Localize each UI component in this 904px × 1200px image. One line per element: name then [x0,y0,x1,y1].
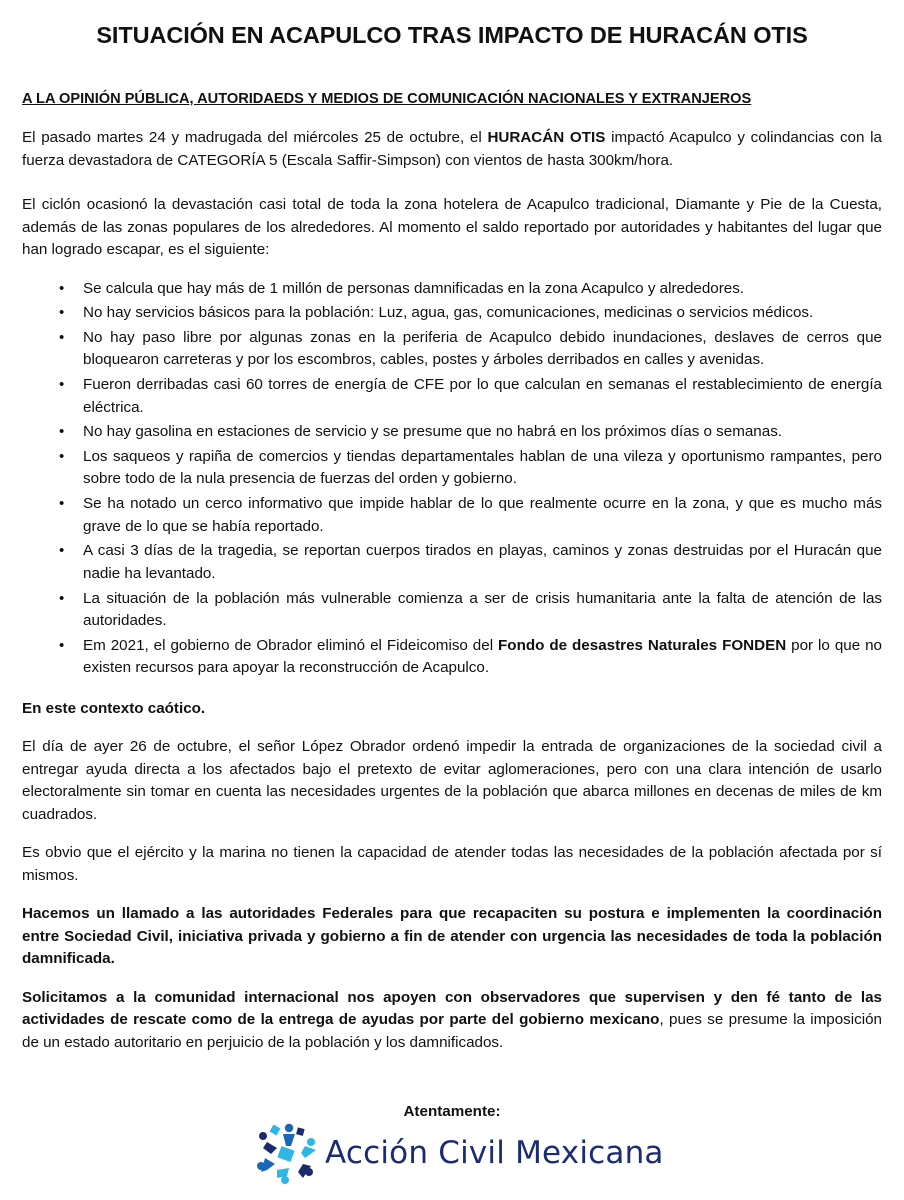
list-item: • La situación de la población más vulnerable comienza a ser de crisis humanitaria ante la falta de atención de las autoridades. [59,589,882,629]
bullet-icon: • [59,589,65,607]
bullet-icon: • [59,304,65,322]
bullet-icon: • [59,423,65,441]
list-item: • No hay servicios básicos para la población: Luz, agua, gas, comunicaciones, medicinas o servicios médicos. [22,302,882,325]
army-paragraph: Es obvio que el ejército y la marina no tienen la capacidad de atender todas las necesidades de la población afectada por sí mismos. [22,844,882,884]
organization-name: Acción Civil Mexicana [325,1135,664,1171]
organization-logo [253,1118,664,1188]
list-item: • No hay gasolina en estaciones de servicio y se presume que no habrá en los próximos días o semanas. [22,421,882,444]
context-paragraph: El día de ayer 26 de octubre, el señor López Obrador ordenó impedir la entrada de organizaciones de la sociedad civil a entregar ayuda directa a los afectados bajo el pretexto de evitar aglomeraciones, pero con una clara intención de usarlo electoralmente sin tomar en cuenta las necesidades urgentes de la población que abarca millones en decenas de miles de km cuadrados. [22,738,882,823]
context-heading: En este contexto caótico. [22,699,206,717]
page-title: SITUACIÓN EN ACAPULCO TRAS IMPACTO DE HURACÁN OTIS [96,22,808,48]
call-to-action-paragraph: Hacemos un llamado a las autoridades Federales para que recapaciten su postura e implementen la coordinación entre Sociedad Civil, iniciativa privada y gobierno a fin de atender con urgencia las necesidades de toda la población damnificada. [22,905,882,968]
bullet-icon: • [59,542,65,560]
list-item: • A casi 3 días de la tragedia, se reportan cuerpos tirados en playas, caminos y zonas destruidas por el Huracán que nadie ha levantado. [59,542,882,582]
intro-text-a: El pasado martes 24 y madrugada del miércoles 25 de octubre, el [22,129,488,146]
bullet-icon: • [59,636,65,654]
list-item: • Fueron derribadas casi 60 torres de energía de CFE por lo que calculan en semanas el restablecimiento de energía eléctrica. [59,376,882,416]
bullet-icon: • [59,376,65,394]
list-item: • Se calcula que hay más de 1 millón de personas damnificadas en la zona Acapulco y alrededores. [22,278,882,301]
addressee-heading: A LA OPINIÓN PÚBLICA, AUTORIDAEDS Y MEDIOS DE COMUNICACIÓN NACIONALES Y EXTRANJEROS [22,91,752,107]
list-item: • Em 2021, el gobierno de Obrador eliminó el Fideicomiso del Fondo de desastres Naturales FONDEN por lo que no existen recursos para apoyar la reconstrucción de Acapulco. [59,636,882,677]
closing-salutation: Atentamente: [403,1103,501,1120]
international-request-paragraph: Solicitamos a la comunidad internacional nos apoyen con observadores que supervisen y den fé tanto de las actividades de rescate como de la entrega de ayudas por parte del gobierno mexicano, pues se presume la imposición de un estado autoritario en perjuicio de la población y los damnificados. [22,988,882,1051]
list-item: • Se ha notado un cerco informativo que impide hablar de lo que realmente ocurre en la zona, y que es mucho más grave de lo que se había reportado. [59,495,882,535]
bullet-list [22,278,882,680]
summary-paragraph: El ciclón ocasionó la devastación casi total de toda la zona hotelera de Acapulco tradicional, Diamante y Pie de la Cuesta, además de las zonas populares de los alrededores. Al momento el saldo reportado por autoridades y habitantes del lugar que han logrado escapar, es el siguiente: [22,196,882,258]
intro-text-b: impactó Acapulco y colindancias con la fuerza devastadora de CATEGORÍA 5 (Escala Saffir-Simpson) con vientos de hasta 300km/hora. [22,129,882,169]
people-circle-logo-icon [253,1120,323,1186]
intro-paragraph [22,127,882,172]
list-item: • Los saqueos y rapiña de comercios y tiendas departamentales hablan de una vileza y oportunismo rampantes, pero sobre todo de la nula presencia de fuerzas del orden y gobierno. [59,447,882,488]
intro-bold: HURACÁN OTIS [487,129,606,146]
bullet-icon: • [59,328,65,346]
bullet-icon: • [59,447,65,465]
bullet-icon: • [59,279,65,297]
bullet-icon: • [59,495,65,513]
list-item: • No hay paso libre por algunas zonas en la periferia de Acapulco debido inundaciones, deslaves de cerros que bloquearon carreteras y por los escombros, cables, postes y árboles derribados en calles y avenidas. [59,328,882,369]
